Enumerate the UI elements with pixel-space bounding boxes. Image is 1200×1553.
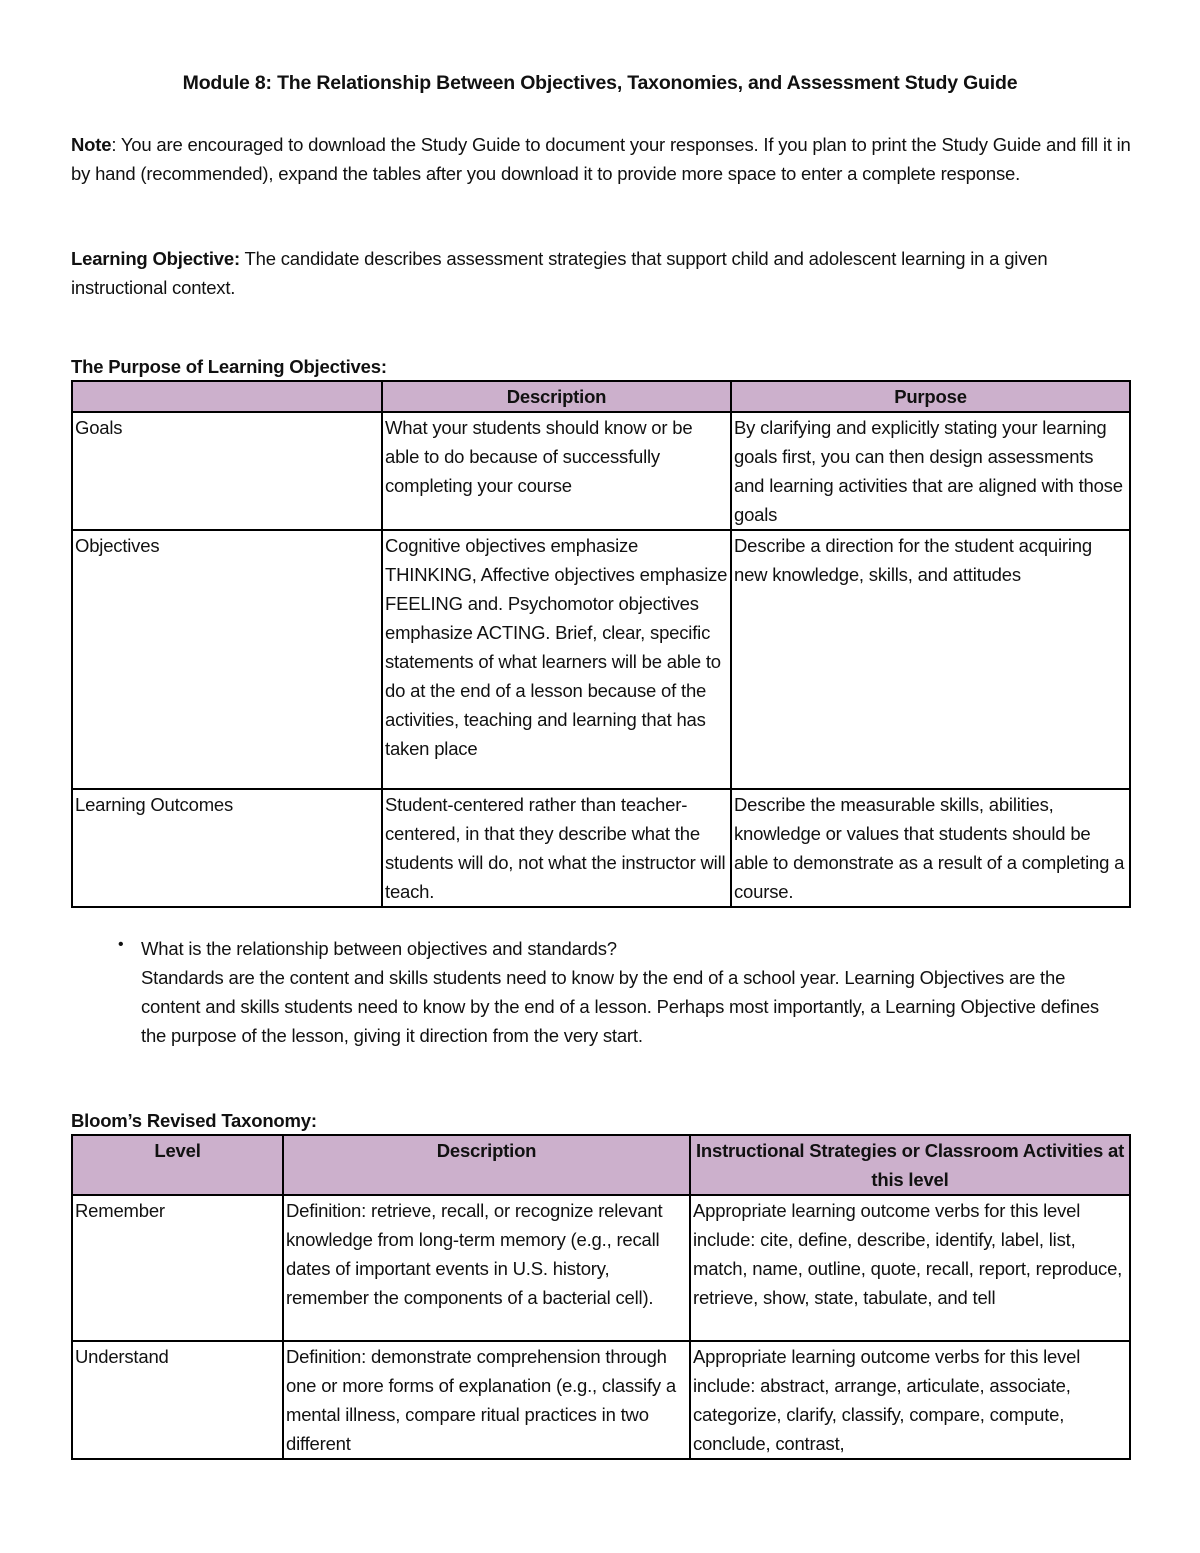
table-header-row bbox=[72, 1135, 1130, 1195]
table-row bbox=[72, 789, 1130, 907]
learning-objective-label: Learning Objective: bbox=[71, 248, 240, 269]
blooms-taxonomy-table bbox=[71, 1134, 1131, 1460]
header-cell: Instructional Strategies or Classroom Activities at this level bbox=[690, 1135, 1130, 1195]
description-cell: What your students should know or be able to do because of successfully completing your course bbox=[382, 412, 731, 530]
row-label: Goals bbox=[72, 412, 382, 530]
note-label: Note bbox=[71, 134, 112, 155]
purpose-table bbox=[71, 380, 1131, 908]
description-cell: Definition: demonstrate comprehension through one or more forms of explanation (e.g., classify a mental illness, compare ritual practices in two different bbox=[283, 1341, 690, 1459]
page-title: Module 8: The Relationship Between Objectives, Taxonomies, and Assessment Study Guide bbox=[182, 72, 1018, 94]
description-cell: Cognitive objectives emphasize THINKING, Affective objectives emphasize FEELING and. Psychomotor objectives emphasize ACTING. Brief, clear, specific statements of what learners will be able to do at the end of a lesson because of the activities, teaching and learning that has taken place bbox=[382, 530, 731, 789]
level-cell: Understand bbox=[72, 1341, 283, 1459]
bullet-icon: • bbox=[118, 936, 124, 953]
strategies-cell: Appropriate learning outcome verbs for this level include: abstract, arrange, articulate, associate, categorize, clarify, classify, compare, compute, conclude, contrast, bbox=[690, 1341, 1130, 1459]
row-label: Objectives bbox=[72, 530, 382, 789]
header-cell: Purpose bbox=[731, 381, 1130, 412]
table1-heading: The Purpose of Learning Objectives: bbox=[71, 356, 387, 377]
header-cell: Description bbox=[382, 381, 731, 412]
purpose-cell: Describe the measurable skills, abilities, knowledge or values that students should be able to demonstrate as a result of a completing a course. bbox=[731, 789, 1130, 907]
header-cell bbox=[72, 381, 382, 412]
answer-text: Standards are the content and skills students need to know by the end of a school year. Learning Objectives are the content and skills students need to know by the end of a lesson. Perhaps most importantly, a Learning Objective defines the purpose of the lesson, giving it direction from the very start. bbox=[141, 967, 1099, 1046]
description-cell: Definition: retrieve, recall, or recognize relevant knowledge from long-term memory (e.g., recall dates of important events in U.S. history, remember the components of a bacterial cell). bbox=[283, 1195, 690, 1341]
description-cell: Student-centered rather than teacher-centered, in that they describe what the students will do, not what the instructor will teach. bbox=[382, 789, 731, 907]
table2-heading: Bloom’s Revised Taxonomy: bbox=[71, 1110, 317, 1131]
row-label: Learning Outcomes bbox=[72, 789, 382, 907]
table-row bbox=[72, 1195, 1130, 1341]
header-cell: Description bbox=[283, 1135, 690, 1195]
level-cell: Remember bbox=[72, 1195, 283, 1341]
table-header-row bbox=[72, 381, 1130, 412]
question-block bbox=[141, 934, 1111, 1050]
purpose-cell: By clarifying and explicitly stating your learning goals first, you can then design assessments and learning activities that are aligned with those goals bbox=[731, 412, 1130, 530]
learning-objective-text: The candidate describes assessment strategies that support child and adolescent learning in a given instructional context. bbox=[71, 248, 1048, 298]
question-text: What is the relationship between objectives and standards? bbox=[141, 938, 617, 959]
table-row bbox=[72, 412, 1130, 530]
purpose-cell: Describe a direction for the student acquiring new knowledge, skills, and attitudes bbox=[731, 530, 1130, 789]
note-text: : You are encouraged to download the Study Guide to document your responses. If you plan to print the Study Guide and fill it in by hand (recommended), expand the tables after you download it to provide more space to enter a complete response. bbox=[71, 134, 1131, 184]
strategies-cell: Appropriate learning outcome verbs for this level include: cite, define, describe, identify, label, list, match, name, outline, quote, recall, report, reproduce, retrieve, show, state, tabulate, and tell bbox=[690, 1195, 1130, 1341]
table-row bbox=[72, 1341, 1130, 1459]
table-row bbox=[72, 530, 1130, 789]
note-paragraph bbox=[71, 130, 1131, 188]
learning-objective-paragraph bbox=[71, 244, 1071, 302]
header-cell: Level bbox=[72, 1135, 283, 1195]
